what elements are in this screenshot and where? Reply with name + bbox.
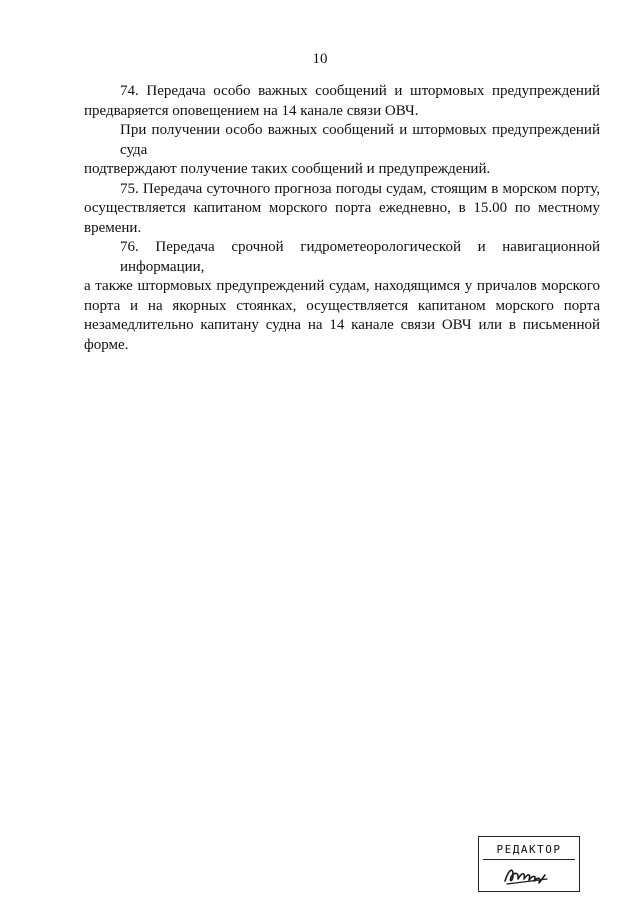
page-number: 10 <box>312 51 328 67</box>
paragraph-76 <box>84 238 600 355</box>
paragraph-74-confirmation <box>84 121 600 180</box>
editor-stamp <box>478 836 580 892</box>
paragraph-75 <box>84 180 600 239</box>
paragraph-line: 76. Передача срочной гидрометеорологической и навигационной информации, <box>120 239 600 275</box>
paragraph-line: порта и на якорных стоянках, осуществляется капитаном морского порта <box>84 297 600 314</box>
paragraph-line: а также штормовых предупреждений судам, находящимся у причалов морского <box>84 278 600 294</box>
signature-icon <box>501 861 561 889</box>
paragraph-line: При получении особо важных сообщений и штормовых предупреждений суда <box>120 122 600 158</box>
document-body <box>84 82 600 355</box>
stamp-header <box>483 841 575 860</box>
paragraph-line: предваряется оповещением на 14 канале связи ОВЧ. <box>84 102 419 119</box>
paragraph-line: осуществляется капитаном морского порта ежедневно, в 15.00 по местному времени. <box>84 200 600 236</box>
paragraph-74 <box>84 82 600 121</box>
paragraph-line: незамедлительно капитану судна на 14 канале связи ОВЧ или в письменной форме. <box>84 317 600 353</box>
paragraph-line: 74. Передача особо важных сообщений и штормовых предупреждений <box>120 83 600 99</box>
paragraph-line: 75. Передача суточного прогноза погоды судам, стоящим в морском порту, <box>120 180 600 197</box>
stamp-label: РЕДАКТОР <box>496 843 562 856</box>
paragraph-line: подтверждают получение таких сообщений и предупреждений. <box>84 161 491 177</box>
